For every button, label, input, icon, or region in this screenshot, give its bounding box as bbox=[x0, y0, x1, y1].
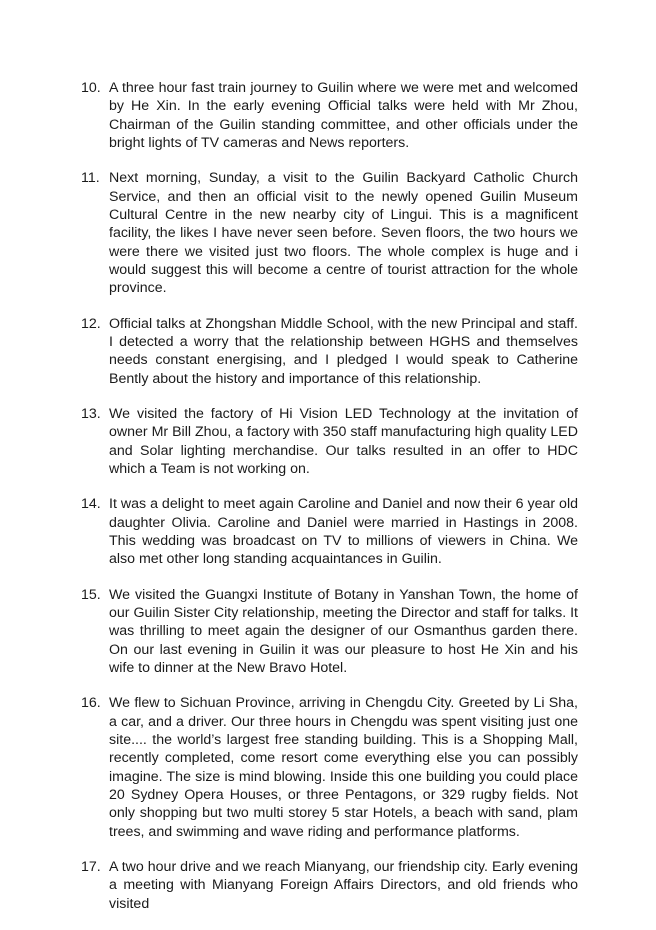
item-number: 14. bbox=[81, 496, 101, 513]
numbered-paragraph-list bbox=[81, 79, 578, 930]
list-item bbox=[81, 495, 578, 568]
list-item bbox=[81, 169, 578, 297]
list-item bbox=[81, 405, 578, 478]
item-number: 16. bbox=[81, 695, 101, 712]
item-text: Next morning, Sunday, a visit to the Guilin Backyard Catholic Church Service, and then an official visit to the newly opened Guilin Museum Cultural Centre in the new nearby city of Lingui. This is a magnificent facility, the likes I have never seen before. Seven floors, the two hours we were there we visited just two floors. The whole complex is huge and i would suggest this will become a centre of tourist attraction for the whole province. bbox=[109, 170, 578, 297]
item-number: 11. bbox=[81, 170, 100, 187]
item-text: A two hour drive and we reach Mianyang, our friendship city. Early evening a meeting with Mianyang Foreign Affairs Directors, and old friends who visited bbox=[109, 859, 578, 912]
list-item bbox=[81, 315, 578, 388]
item-text: A three hour fast train journey to Guilin where we were met and welcomed by He Xin. In the early evening Official talks were held with Mr Zhou, Chairman of the Guilin standing committee, and other officials under the bright lights of TV cameras and News reporters. bbox=[109, 80, 578, 151]
item-number: 13. bbox=[81, 406, 101, 423]
item-text: Official talks at Zhongshan Middle School, with the new Principal and staff. I detected a worry that the relationship between HGHS and themselves needs constant energising, and I pledged I would speak to Catherine Bently about the history and importance of this relationship. bbox=[109, 315, 578, 387]
item-number: 12. bbox=[81, 315, 101, 332]
list-item bbox=[81, 858, 578, 913]
item-text: We flew to Sichuan Province, arriving in Chengdu City. Greeted by Li Sha, a car, and a driver. Our three hours in Chengdu was spent visiting just one site.... the world’s largest free standing building. This is a Shopping Mall, recently completed, come resort come everything else you can possibly imagine. The size is mind blowing. Inside this one building you could place 20 Sydney Opera Houses, or three Pentagons, or 329 rugby fields. Not only shopping but two multi storey 5 star Hotels, a beach with sand, plam trees, and swimming and wave riding and performance platforms. bbox=[109, 695, 578, 840]
list-item bbox=[81, 694, 578, 840]
item-number: 10. bbox=[81, 80, 101, 96]
item-number: 17. bbox=[81, 859, 101, 875]
item-text: It was a delight to meet again Caroline and Daniel and now their 6 year old daughter Olivia. Caroline and Daniel were married in Hastings in 2008. This wedding was broadcast on TV to millions of viewers in China. We also met other long standing acquaintances in Guilin. bbox=[109, 496, 578, 568]
list-item bbox=[81, 586, 578, 677]
list-item bbox=[81, 79, 578, 152]
item-text: We visited the factory of Hi Vision LED Technology at the invitation of owner Mr Bill Zhou, a factory with 350 staff manufacturing high quality LED and Solar lighting merchandise. Our talks resulted in an offer to HDC which a Team is not working on. bbox=[109, 406, 578, 477]
item-number: 15. bbox=[81, 586, 101, 603]
item-text: We visited the Guangxi Institute of Botany in Yanshan Town, the home of our Guilin Sister City relationship, meeting the Director and staff for talks. It was thrilling to meet again the designer of our Osmanthus garden there. On our last evening in Guilin it was our pleasure to host He Xin and his wife to dinner at the New Bravo Hotel. bbox=[109, 586, 578, 676]
